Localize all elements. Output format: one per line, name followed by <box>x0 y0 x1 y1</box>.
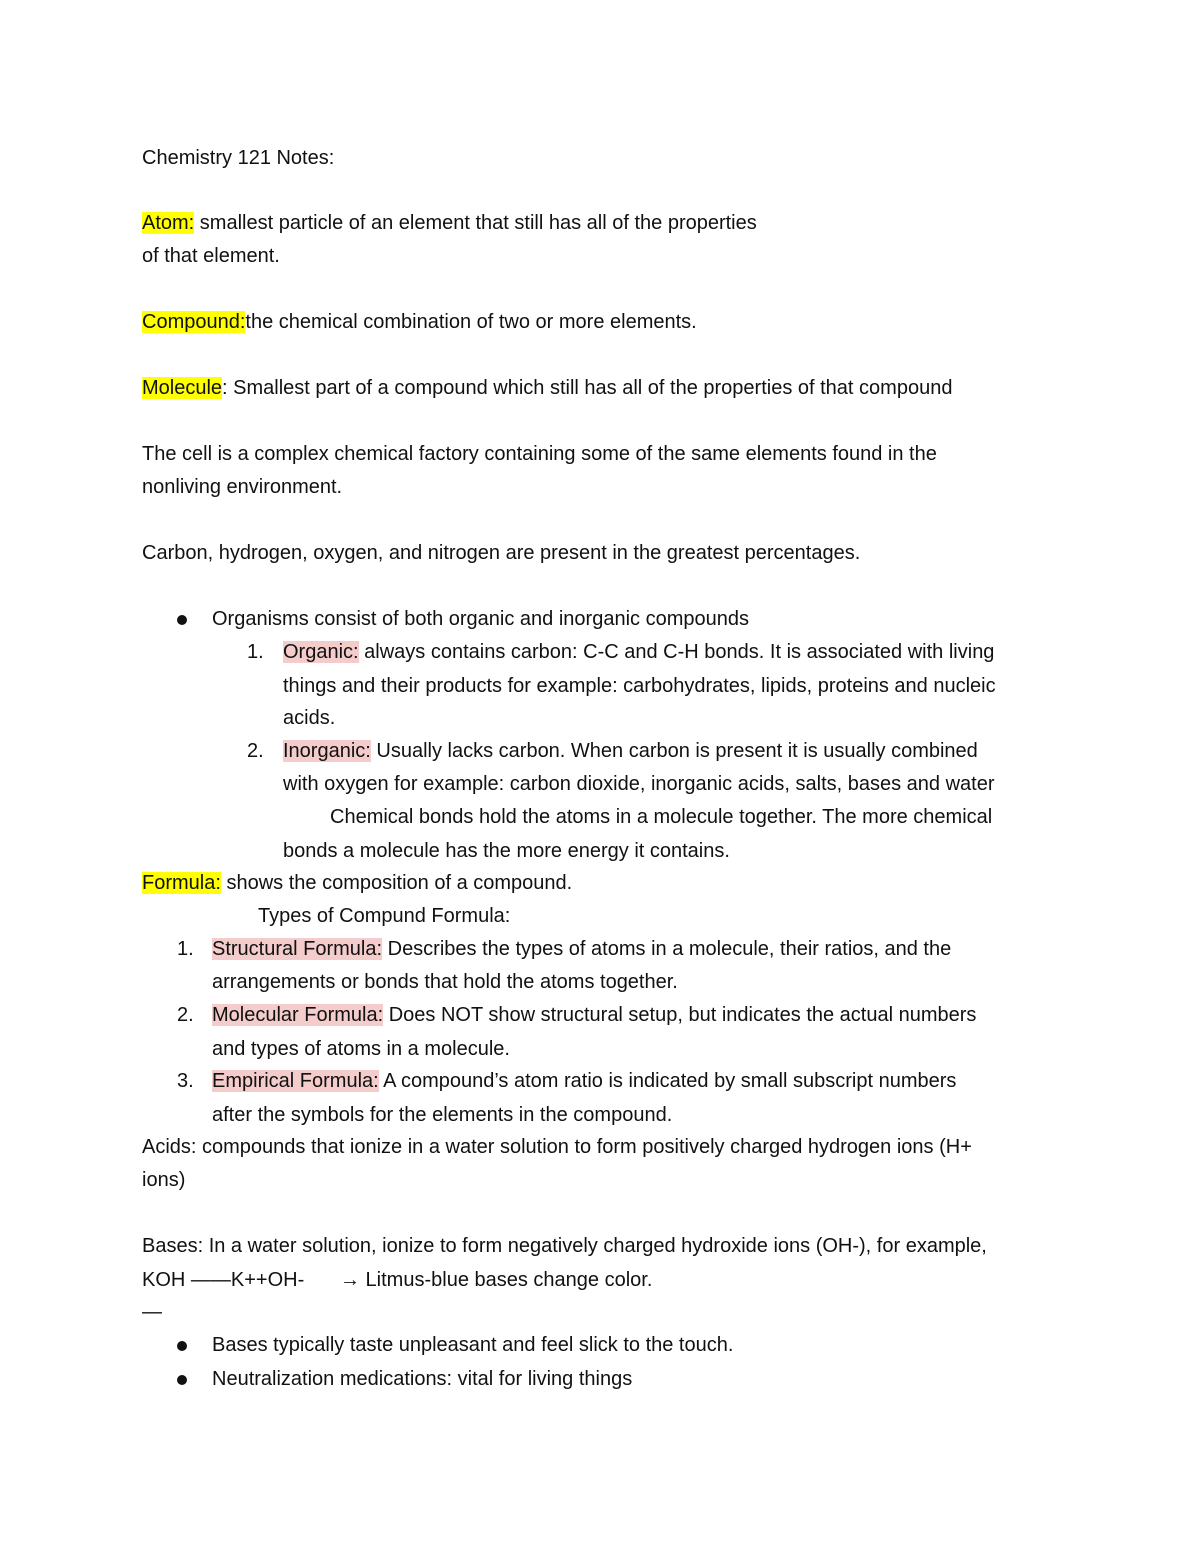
organic-term: Organic: <box>283 641 359 663</box>
bases-line1: Bases: In a water solution, ionize to form negatively charged hydroxide ions (OH-), for example, <box>142 1235 987 1257</box>
organic-item <box>283 637 994 667</box>
bases-line2-left: KOH ——K++OH- <box>142 1269 305 1291</box>
empirical-line2: after the symbols for the elements in the compound. <box>212 1104 673 1126</box>
bullet-dot-icon <box>177 1375 187 1385</box>
inorganic-line2: with oxygen for example: carbon dioxide, inorganic acids, salts, bases and water <box>283 773 995 795</box>
organic-number: 1. <box>247 641 264 663</box>
inorganic-line1: Usually lacks carbon. When carbon is present it is usually combined <box>370 740 978 762</box>
bases-bullet-1: Bases typically taste unpleasant and feel slick to the touch. <box>212 1334 734 1356</box>
formula-types-heading: Types of Compund Formula: <box>258 905 511 927</box>
organisms-bullet: Organisms consist of both organic and inorganic compounds <box>212 608 749 630</box>
molecular-item <box>212 1000 976 1030</box>
structural-number: 1. <box>177 938 194 960</box>
bullet-dot-icon <box>177 1341 187 1351</box>
bases-line2-right: → Litmus-blue bases change color. <box>340 1269 653 1291</box>
empirical-number: 3. <box>177 1070 194 1092</box>
bonds-line1: Chemical bonds hold the atoms in a molecule together. The more chemical <box>330 806 993 828</box>
organic-line3: acids. <box>283 707 336 729</box>
cell-line1: The cell is a complex chemical factory containing some of the same elements found in the <box>142 443 937 465</box>
molecular-number: 2. <box>177 1004 194 1026</box>
molecule-term: Molecule <box>142 377 223 399</box>
empirical-term: Empirical Formula: <box>212 1070 379 1092</box>
bases-line3: — <box>142 1301 162 1323</box>
compound-def: the chemical combination of two or more elements. <box>245 311 697 333</box>
organic-line1: always contains carbon: C-C and C-H bonds. It is associated with living <box>358 641 995 663</box>
atom-definition <box>142 208 757 238</box>
compound-term: Compound: <box>142 311 246 333</box>
acids-line1: Acids: compounds that ionize in a water solution to form positively charged hydrogen ions (H+ <box>142 1136 972 1158</box>
formula-def: shows the composition of a compound. <box>220 872 573 894</box>
molecular-term: Molecular Formula: <box>212 1004 384 1026</box>
empirical-line1: A compound’s atom ratio is indicated by small subscript numbers <box>378 1070 957 1092</box>
inorganic-item <box>283 736 978 766</box>
formula-definition <box>142 868 572 898</box>
compound-definition <box>142 307 697 337</box>
elements-line: Carbon, hydrogen, oxygen, and nitrogen are present in the greatest percentages. <box>142 542 861 564</box>
atom-def-line1: smallest particle of an element that still has all of the properties <box>194 212 757 234</box>
bases-bullet-2: Neutralization medications: vital for living things <box>212 1368 633 1390</box>
structural-item <box>212 934 951 964</box>
molecule-def: : Smallest part of a compound which still has all of the properties of that compound <box>222 377 953 399</box>
molecule-definition <box>142 373 952 403</box>
atom-term: Atom: <box>142 212 195 234</box>
empirical-item <box>212 1066 956 1096</box>
organic-line2: things and their products for example: carbohydrates, lipids, proteins and nucleic <box>283 675 996 697</box>
formula-term: Formula: <box>142 872 221 894</box>
acids-line2: ions) <box>142 1169 186 1191</box>
atom-def-line2: of that element. <box>142 245 280 267</box>
bullet-dot-icon <box>177 615 187 625</box>
page-title: Chemistry 121 Notes: <box>142 147 335 169</box>
inorganic-number: 2. <box>247 740 264 762</box>
cell-line2: nonliving environment. <box>142 476 343 498</box>
molecular-line1: Does NOT show structural setup, but indicates the actual numbers <box>383 1004 977 1026</box>
molecular-line2: and types of atoms in a molecule. <box>212 1038 510 1060</box>
structural-term: Structural Formula: <box>212 938 383 960</box>
structural-line2: arrangements or bonds that hold the atoms together. <box>212 971 678 993</box>
structural-line1: Describes the types of atoms in a molecule, their ratios, and the <box>382 938 952 960</box>
bonds-line2: bonds a molecule has the more energy it contains. <box>283 840 730 862</box>
inorganic-term: Inorganic: <box>283 740 371 762</box>
